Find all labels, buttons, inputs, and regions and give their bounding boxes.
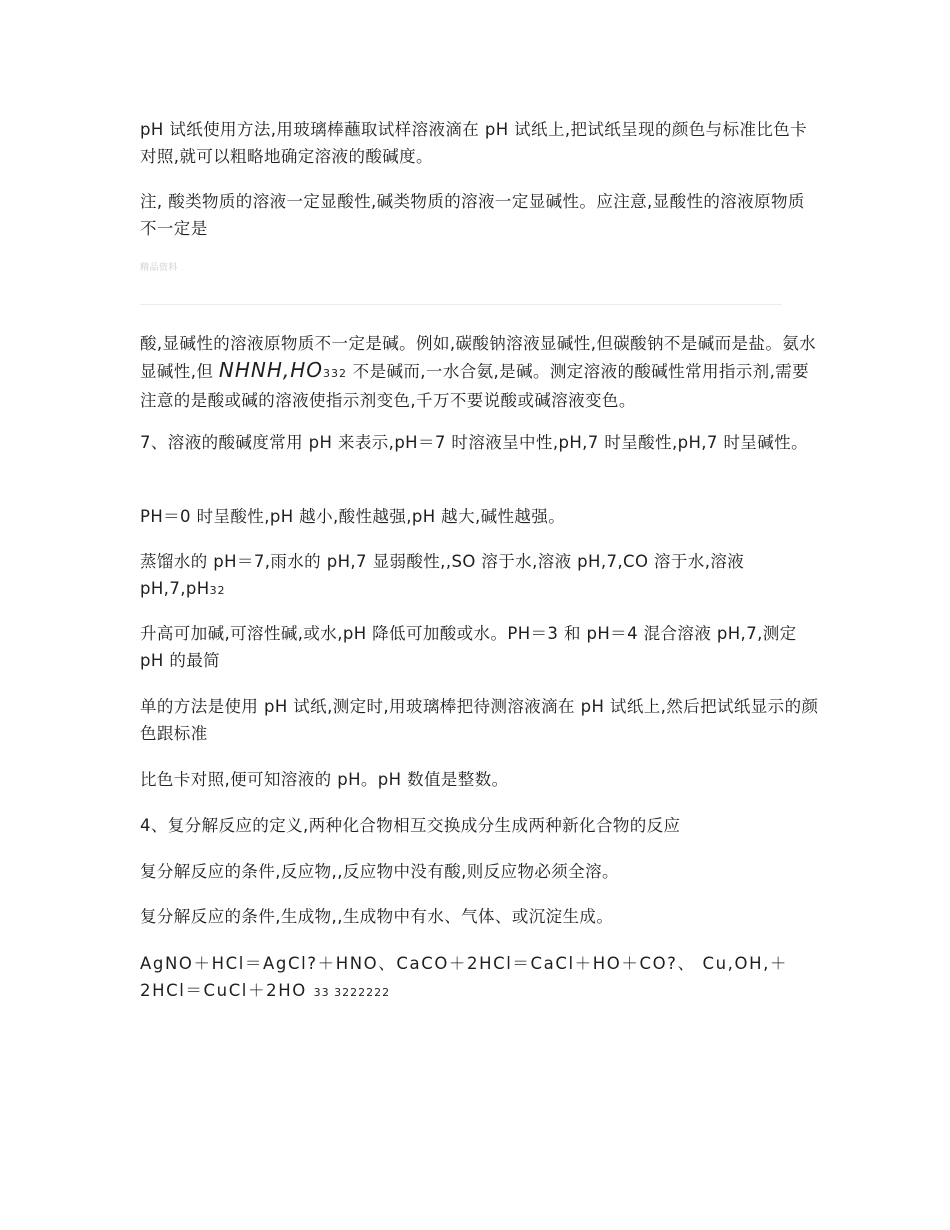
paragraph-ammonia-example xyxy=(140,330,820,414)
page-divider xyxy=(140,304,782,305)
paragraph-distilled-water-text: 蒸馏水的 pH＝7,雨水的 pH,7 显弱酸性,,SO 溶于水,溶液 pH,7,CO 溶于水,溶液 pH,7,pH xyxy=(140,552,745,598)
ammonia-formula-subscripts: 332 xyxy=(323,367,348,380)
reaction-equations-text: AgNO＋HCl＝AgCl?＋HNO、CaCO＋2HCl＝CaCl＋HO＋CO?、 Cu,OH,＋2HCl＝CuCl＋2HO xyxy=(140,954,789,1000)
paragraph-ammonia-text-a: 酸,显碱性的溶液原物质不一定是碱。例如,碳酸钠溶液显碱性,但碳酸钠不是碱而是盐。氨水显碱性,但 xyxy=(140,334,817,381)
paragraph-ph-paper-method: 单的方法是使用 pH 试纸,测定时,用玻璃棒把待测溶液滴在 pH 试纸上,然后把试纸显示的颜色跟标准 xyxy=(140,697,819,743)
paragraph-raise-ph: 升高可加碱,可溶性碱,或水,pH 降低可加酸或水。PH＝3 和 pH＝4 混合溶液 pH,7,测定 pH 的最简 xyxy=(140,624,797,670)
paragraph-reaction-equations xyxy=(140,950,820,1006)
paragraph-double-decomposition-definition: 4、复分解反应的定义,两种化合物相互交换成分生成两种新化合物的反应 xyxy=(140,816,681,835)
watermark-text: 精品资料 xyxy=(140,263,179,273)
paragraph-product-condition: 复分解反应的条件,生成物,,生成物中有水、气体、或沉淀生成。 xyxy=(140,907,614,926)
paragraph-ph-definition: 7、溶液的酸碱度常用 pH 来表示,pH＝7 时溶液呈中性,pH,7 时呈酸性,pH,7 时呈碱性。 xyxy=(140,433,808,452)
paragraph-ph-zero: PH＝0 时呈酸性,pH 越小,酸性越强,pH 越大,碱性越强。 xyxy=(140,507,566,526)
paragraph-ph-paper-usage: pH 试纸使用方法,用玻璃棒蘸取试样溶液滴在 pH 试纸上,把试纸呈现的颜色与标准比色卡对照,就可以粗略地确定溶液的酸碱度。 xyxy=(140,120,808,166)
reaction-equations-subscripts: 33 3222222 xyxy=(313,986,391,999)
paragraph-distilled-water xyxy=(140,548,820,604)
paragraph-reactant-condition: 复分解反应的条件,反应物,,反应物中没有酸,则反应物必须全溶。 xyxy=(140,862,619,881)
paragraph-ammonia-text-b: 不是碱而,一水合氨,是碱。测定溶液的酸碱性常用指示剂,需要注意的是酸或碱的溶液使指示剂变色,千万不要说酸或碱溶液变色。 xyxy=(140,362,810,410)
ammonia-formula: NHNH,HO xyxy=(218,358,324,382)
paragraph-color-chart: 比色卡对照,便可知溶液的 pH。pH 数值是整数。 xyxy=(140,770,509,789)
paragraph-note-acid-base: 注, 酸类物质的溶液一定显酸性,碱类物质的溶液一定显碱性。应注意,显酸性的溶液原物质不一定是 xyxy=(140,192,805,238)
distilled-water-subscripts: 32 xyxy=(209,584,226,597)
